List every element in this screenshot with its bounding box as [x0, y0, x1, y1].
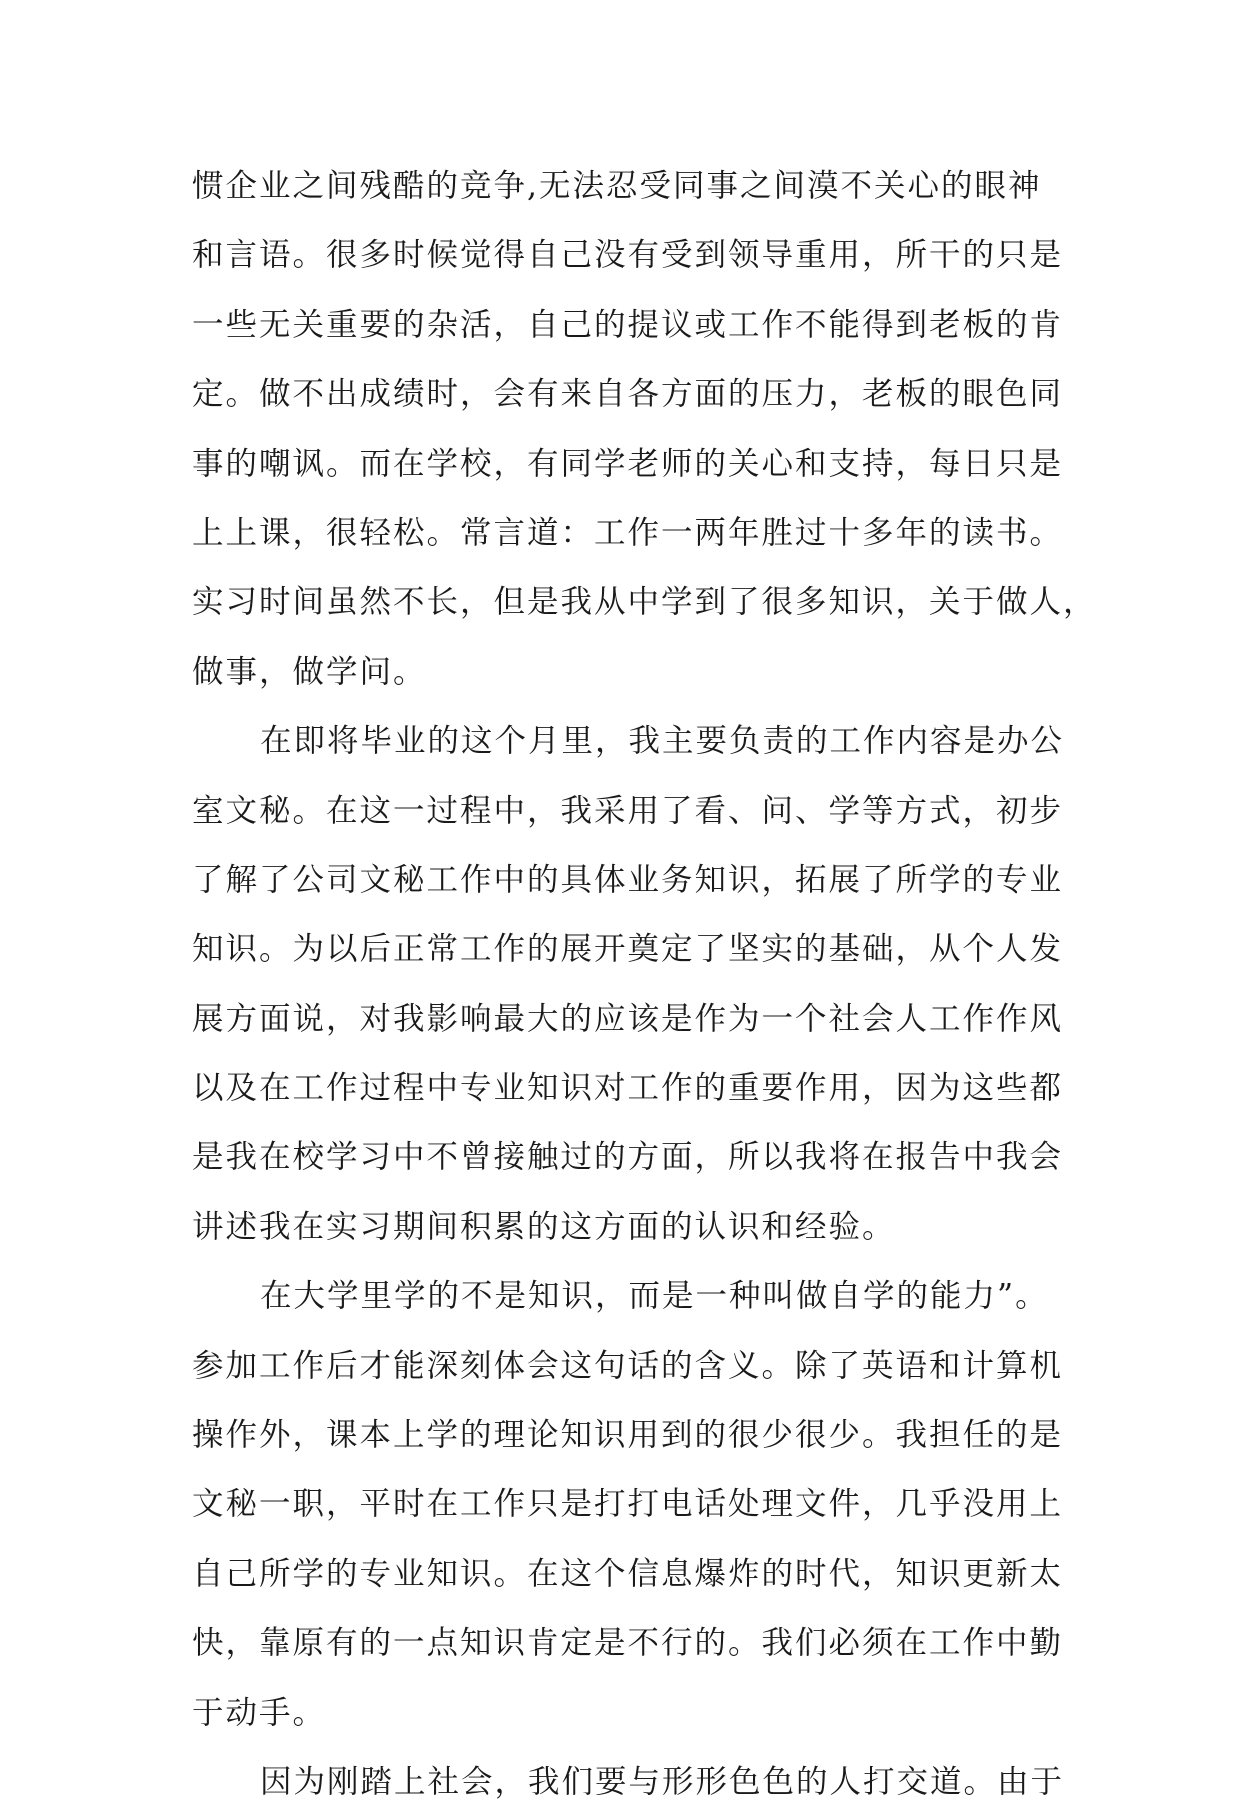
- text-line: 惯企业之间残酷的竞争,无法忍受同事之间漠不关心的眼神: [192, 168, 1042, 204]
- text-line: 实习时间虽然不长，但是我从中学到了很多知识，关于做人，: [192, 584, 1097, 621]
- text-line: 了解了公司文秘工作中的具体业务知识，拓展了所学的专业: [192, 861, 1064, 898]
- text-line: 自己所学的专业知识。在这个信息爆炸的时代，知识更新太: [192, 1555, 1064, 1592]
- text-line: 操作外，课本上学的理论知识用到的很少很少。我担任的是: [192, 1417, 1064, 1454]
- text-line: 一些无关重要的杂活，自己的提议或工作不能得到老板的肯: [192, 306, 1064, 343]
- text-line: 因为刚踏上社会，我们要与形形色色的人打交道。由于: [260, 1763, 1065, 1800]
- text-line: 参加工作后才能深刻体会这句话的含义。除了英语和计算机: [192, 1347, 1064, 1384]
- text-line: 室文秘。在这一过程中，我采用了看、问、学等方式，初步: [192, 792, 1064, 829]
- text-line: 讲述我在实习期间积累的这方面的认识和经验。: [192, 1208, 896, 1245]
- text-line: 知识。为以后正常工作的展开奠定了坚实的基础，从个人发: [192, 931, 1064, 968]
- text-line: 上上课，很轻松。常言道：工作一两年胜过十多年的读书。: [192, 514, 1064, 551]
- text-line: 以及在工作过程中专业知识对工作的重要作用，因为这些都: [192, 1070, 1064, 1107]
- text-line: 在大学里学的不是知识，而是一种叫做自学的能力”。: [260, 1278, 1049, 1315]
- text-line: 文秘一职，平时在工作只是打打电话处理文件，几乎没用上: [192, 1486, 1064, 1523]
- text-line: 展方面说，对我影响最大的应该是作为一个社会人工作作风: [192, 1000, 1064, 1037]
- text-line: 是我在校学习中不曾接触过的方面，所以我将在报告中我会: [192, 1139, 1064, 1176]
- text-line: 快，靠原有的一点知识肯定是不行的。我们必须在工作中勤: [192, 1625, 1064, 1662]
- text-line: 事的嘲讽。而在学校，有同学老师的关心和支持，每日只是: [192, 445, 1064, 482]
- text-line: 定。做不出成绩时，会有来自各方面的压力，老板的眼色同: [192, 376, 1064, 413]
- text-line: 于动手。: [192, 1694, 327, 1731]
- document-body: [192, 152, 1097, 1817]
- text-line: 在即将毕业的这个月里，我主要负责的工作内容是办公: [260, 723, 1065, 760]
- text-line: 和言语。很多时候觉得自己没有受到领导重用，所干的只是: [192, 237, 1064, 274]
- text-line: 做事，做学问。: [192, 653, 427, 690]
